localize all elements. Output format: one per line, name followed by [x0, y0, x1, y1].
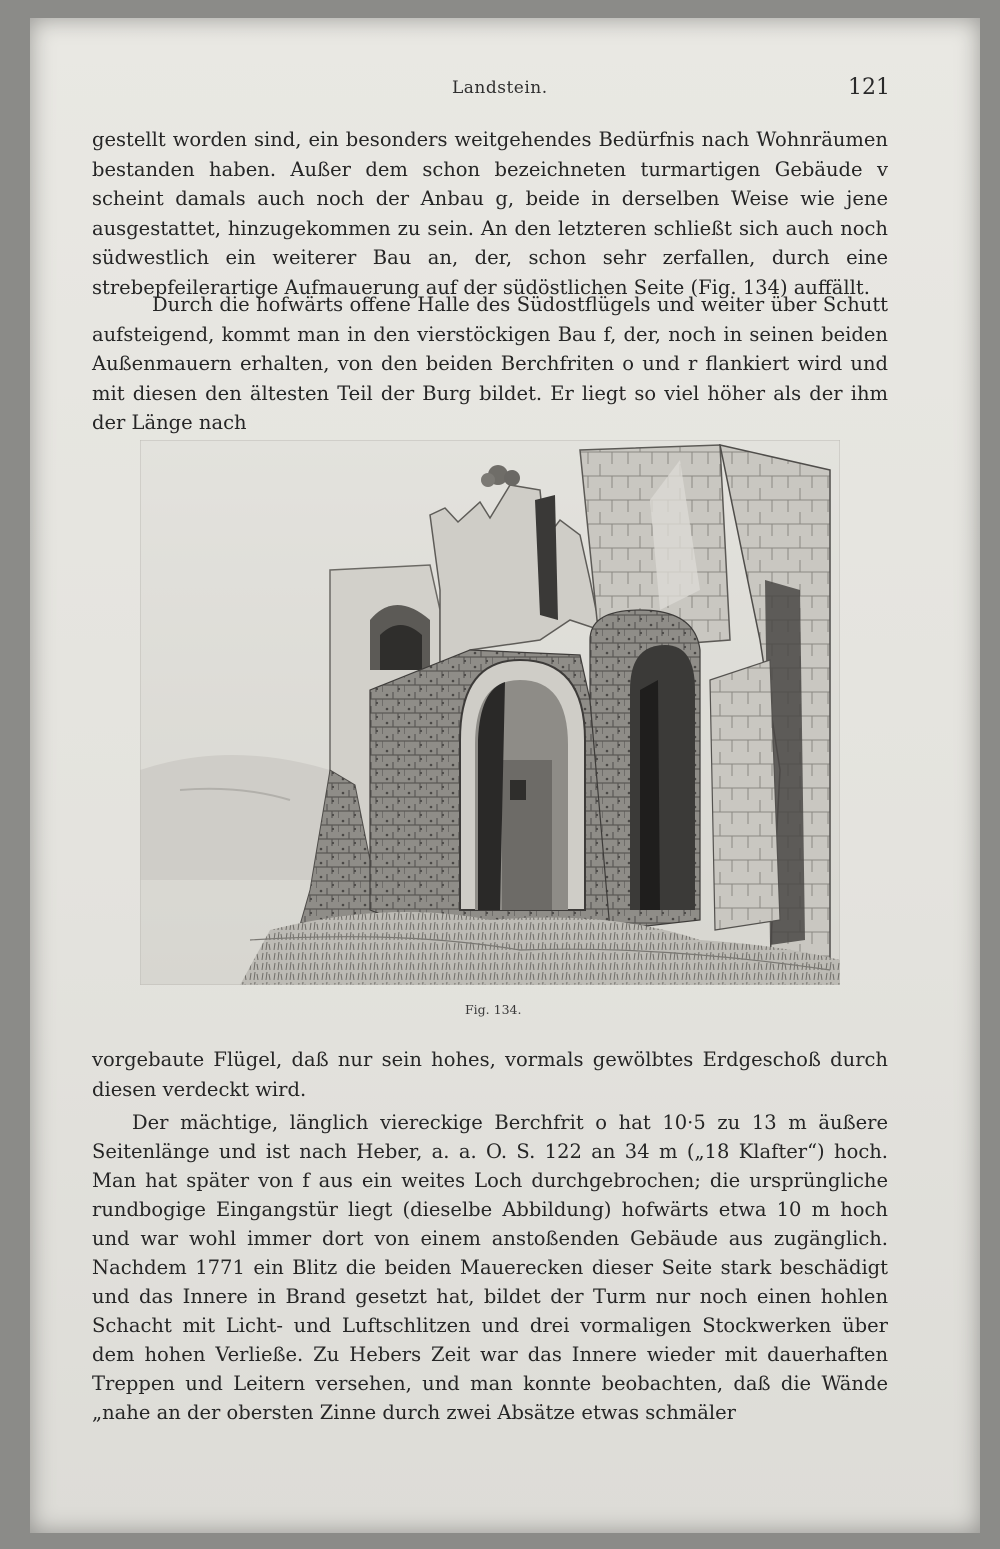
paragraph-1: gestellt worden sind, ein besonders weitgehendes Bedürfnis nach Wohnräumen bestanden haben. Außer dem schon bezeichneten turmartigen Gebäude v scheint damals auch noch der Anbau g, beide in derselben Weise wie jene ausgestattet, hinzugekommen zu sein. An den letzteren schließt sich auch noch südwestlich ein weiterer Bau an, der, schon sehr zerfallen, durch eine strebepfeilerartige Aufmauerung auf der südöstlichen Seite (Fig. 134) auffällt. [92, 128, 888, 299]
page-number: 121 [848, 75, 890, 100]
paragraph-4: Der mächtige, länglich viereckige Berchfrit o hat 10·5 zu 13 m äußere Seitenlänge und ist nach Heber, a. a. O. S. 122 an 34 m („18 Klafter“) hoch. Man hat später von f aus ein weites Loch durchgebrochen; die ursprüngliche rundbogige Eingangstür liegt (dieselbe Abbildung) hofwärts etwa 10 m hoch und war wohl immer dort von einem anstoßenden Gebäude aus zugänglich. Nachdem 1771 ein Blitz die beiden Mauerecken dieser Seite stark beschädigt und das Innere in Brand gesetzt hat, bildet der Turm nur noch einen hohlen Schacht mit Licht- und Luftschlitzen und drei vormaligen Stockwerken über dem hohen Verließe. Zu Hebers Zeit war das Innere wieder mit dauerhaften Treppen und Leitern versehen, und man konnte beobachten, daß die Wände „nahe an der obersten Zinne durch zwei Absätze etwas schmäler [92, 1111, 888, 1424]
running-head [0, 75, 1000, 108]
figure-caption: Fig. 134. [465, 1002, 522, 1017]
castle-ruin-drawing [140, 440, 840, 985]
running-title: Landstein. [452, 78, 548, 98]
paragraph-3: vorgebaute Flügel, daß nur sein hohes, vormals gewölbtes Erdgeschoß durch diesen verdeckt wird. [92, 1048, 888, 1101]
paragraph-2: Durch die hofwärts offene Halle des Südostflügels und weiter über Schutt aufsteigend, kommt man in den vierstöckigen Bau f, der, noch in seinen beiden Außenmauern erhalten, von den beiden Berchfriten o und r flankiert wird und mit diesen den ältesten Teil der Burg bildet. Er liegt so viel höher als der ihm der Länge nach [92, 293, 888, 434]
ruin-illustration [140, 440, 840, 985]
